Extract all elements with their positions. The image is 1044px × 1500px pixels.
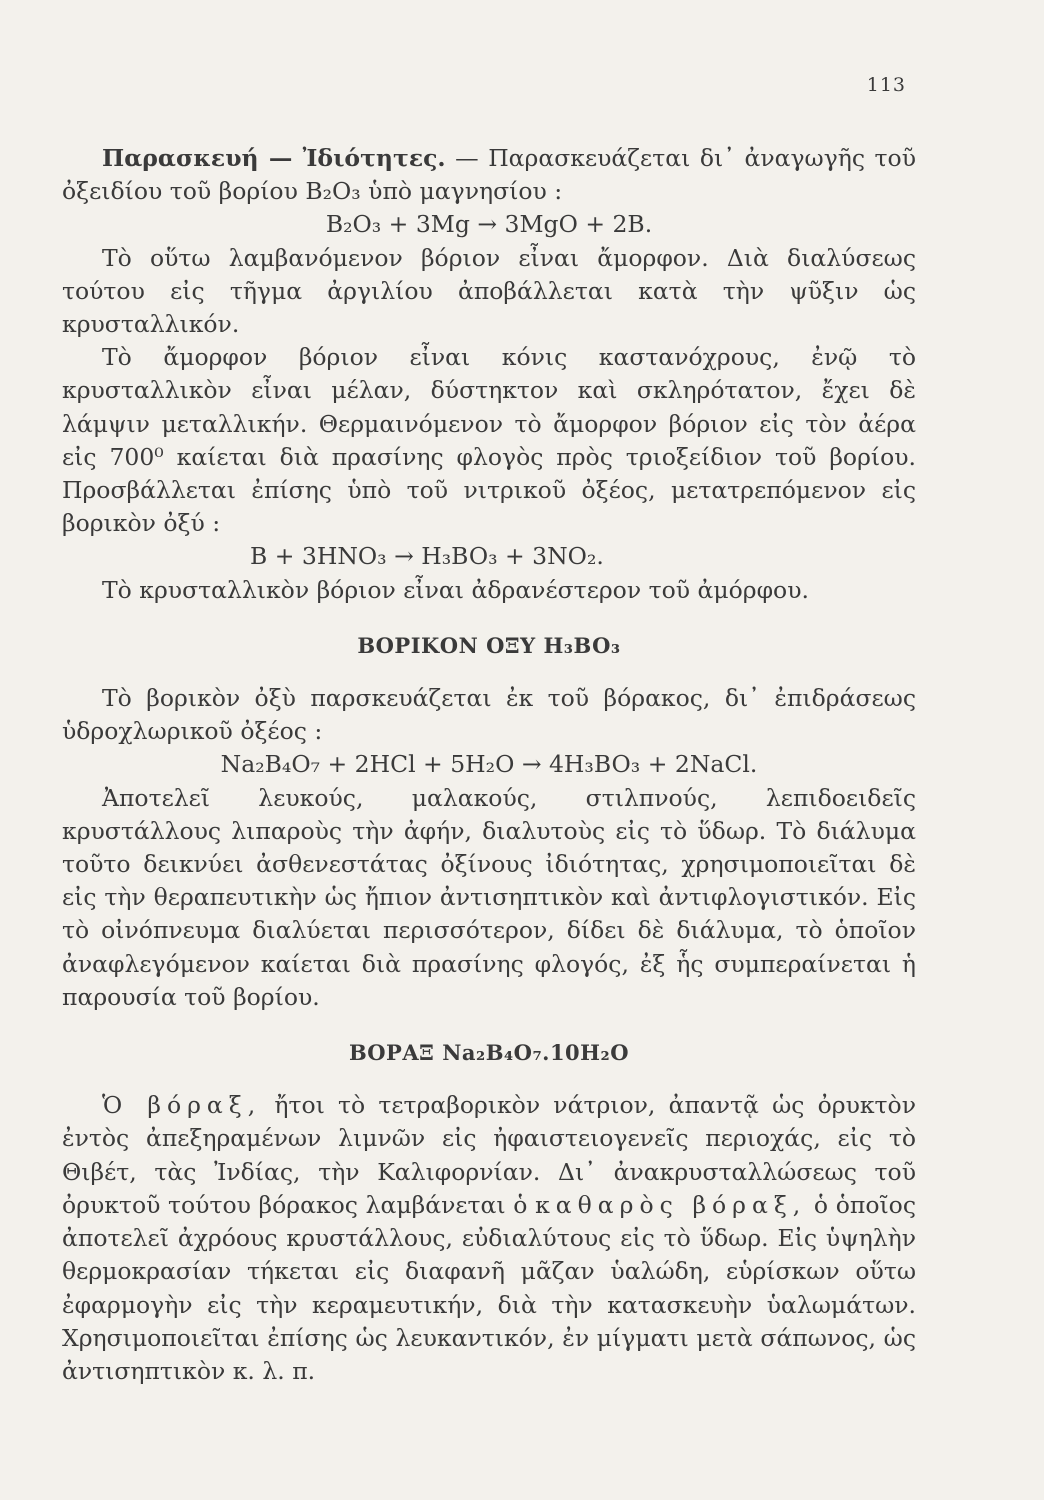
paragraph-properties: Τὸ ἄμορφον βόριον εἶναι κόνις καστανόχρους, ἐνῷ τὸ κρυσταλλικὸν εἶναι μέλαν, δύστηκτον καὶ σκληρότατον, ἔχει δὲ λάμψιν μεταλλικήν. Θερμαινόμενον τὸ ἄμορφον βόριον εἰς τὸν ἀέρα εἰς 700⁰ καίεται διὰ πρασίνης φλογὸς πρὸς τριοξείδιον τοῦ βορίου. Προσβάλλεται ἐπίσης ὑπὸ τοῦ νιτρικοῦ ὀξέος, μετατρεπόμενον εἰς βορικὸν ὀξύ :: [62, 343, 916, 538]
page-content: [62, 142, 916, 1388]
section-lead: Παρασκευή — Ἰδιότητες.: [102, 144, 446, 172]
page-number: 113: [866, 74, 906, 96]
paragraph-boric-properties: Ἀποτελεῖ λευκούς, μαλακούς, στιλπνούς, λεπιδοειδεῖς κρυστάλλους λιπαροὺς τὴν ἀφήν, διαλυτοὺς εἰς τὸ ὕδωρ. Τὸ διάλυμα τοῦτο δεικνύει ἀσθενεστάτας ὀξίνους ἰδιότητας, χρησιμοποιεῖται δὲ εἰς τὴν θεραπευτικὴν ὡς ἤπιον ἀντισηπτικὸν καὶ ἀντιφλογιστικόν. Εἰς τὸ οἰνόπνευμα διαλύεται περισσότερον, δίδει δὲ διάλυμα, τὸ ὁποῖον ἀναφλεγόμενον καίεται διὰ πρασίνης φλογός, ἐξ ἧς συμπεραίνεται ἡ παρουσία τοῦ βορίου.: [62, 783, 916, 1011]
paragraph-preparation: [62, 142, 916, 208]
borax-term: Ὁ βόραξ,: [102, 1091, 262, 1120]
pure-borax-term: καθαρὸς βόραξ,: [535, 1190, 807, 1219]
paragraph-boric-prep: Τὸ βορικὸν ὀξὺ παρσκευάζεται ἐκ τοῦ βόρακος, δι᾽ ἐπιδράσεως ὑδροχλωρικοῦ ὀξέος :: [62, 684, 916, 746]
equation-1: B₂O₃ + 3Mg → 3MgO + 2B.: [325, 210, 653, 239]
borax-text-2: ὁ ὁποῖος ἀποτελεῖ ἀχρόους κρυστάλλους, εὐδιαλύτους εἰς τὸ ὕδωρ. Εἰς ὑψηλὴν θερμοκρασίαν τήκεται εἰς διαφανῆ μᾶζαν ὑαλώδη, εὑρίσκων οὕτω ἐφαρμογὴν εἰς τὴν κεραμευτικήν, διὰ τὴν κατασκευὴν ὑαλωμάτων. Χρησιμοποιεῖται ἐπίσης ὡς λευκαντικόν, ἐν μίγματι μετὰ σάπωνος, ὡς ἀντισηπτικὸν κ. λ. π.: [62, 1190, 916, 1385]
borax-text-1: ἤτοι τὸ τετραβορικὸν νάτριον, ἀπαντᾷ ὡς ὀρυκτὸν ἐντὸς ἀπεξηραμένων λιμνῶν εἰς ἠφαιστειογενεῖς περιοχάς, εἰς τὸ Θιβέτ, τὰς Ἰνδίας, τὴν Καλιφορνίαν. Δι᾽ ἀνακρυσταλλώσεως τοῦ ὀρυκτοῦ τούτου βόρακος λαμβάνεται ὁ: [62, 1091, 916, 1219]
preparation-text: — Παρασκευάζεται δι᾽ ἀναγωγῆς τοῦ ὀξειδίου τοῦ βορίου B₂O₃ ὑπὸ μαγνησίου :: [62, 144, 916, 206]
paragraph-amorphous: Τὸ οὕτω λαμβανόμενον βόριον εἶναι ἄμορφον. Διὰ διαλύσεως τούτου εἰς τῆγμα ἀργιλίου ἀποβάλλεται κατὰ τὴν ψῦξιν ὡς κρυσταλλικόν.: [62, 243, 916, 339]
heading-borax: ΒΟΡΑΞ Na₂B₄O₇.10H₂O: [348, 1040, 630, 1066]
equation-2: B + 3HNO₃ → H₃BO₃ + 3NO₂.: [250, 542, 604, 571]
equation-3: Na₂B₄O₇ + 2HCl + 5H₂O → 4H₃BO₃ + 2NaCl.: [220, 750, 758, 779]
heading-boric-acid: ΒΟΡΙΚΟΝ ΟΞΥ H₃BO₃: [357, 632, 621, 658]
paragraph-crystalline: Τὸ κρυσταλλικὸν βόριον εἶναι ἀδρανέστερον τοῦ ἀμόρφου.: [102, 575, 809, 604]
paragraph-borax: [62, 1089, 916, 1388]
